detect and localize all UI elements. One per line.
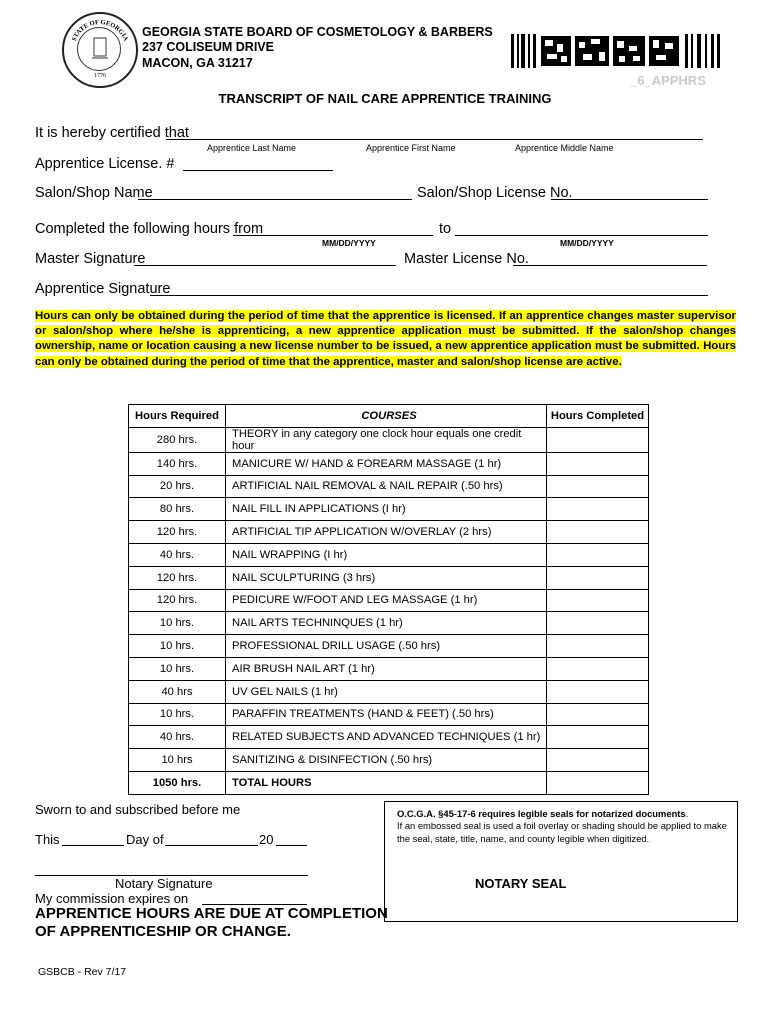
table-row bbox=[129, 543, 649, 566]
course-cell: NAIL FILL IN APPLICATIONS (I hr) bbox=[226, 498, 547, 521]
salon-name-label: Salon/Shop Name bbox=[35, 185, 153, 201]
apprentice-name-field[interactable] bbox=[166, 124, 703, 140]
course-cell: MANICURE W/ HAND & FOREARM MASSAGE (1 hr) bbox=[226, 452, 547, 475]
org-address-2: MACON, GA 31217 bbox=[142, 56, 253, 70]
table-row bbox=[129, 703, 649, 726]
hours-required-cell: 20 hrs. bbox=[129, 475, 226, 498]
hours-required-cell: 40 hrs bbox=[129, 680, 226, 703]
total-hours: 1050 hrs. bbox=[129, 771, 226, 794]
master-signature-label: Master Signature bbox=[35, 251, 146, 267]
hours-required-cell: 40 hrs. bbox=[129, 726, 226, 749]
notary-seal-label: NOTARY SEAL bbox=[475, 876, 567, 891]
hours-required-cell: 10 hrs. bbox=[129, 612, 226, 635]
completed-label: Completed the following hours from bbox=[35, 221, 264, 237]
table-row bbox=[129, 521, 649, 544]
licensing-warning bbox=[35, 309, 736, 370]
last-name-caption: Apprentice Last Name bbox=[207, 143, 297, 153]
course-cell: SANITIZING & DISINFECTION (.50 hrs) bbox=[226, 749, 547, 772]
hours-required-cell: 10 hrs. bbox=[129, 657, 226, 680]
seal-text: STATE OF GEORGIA bbox=[70, 18, 130, 43]
course-cell: THEORY in any category one clock hour equals one credit hour bbox=[226, 427, 547, 452]
hours-completed-cell[interactable] bbox=[547, 521, 649, 544]
hours-completed-cell[interactable] bbox=[547, 749, 649, 772]
to-label: to bbox=[439, 221, 452, 237]
course-cell: PARAFFIN TREATMENTS (HAND & FEET) (.50 hrs) bbox=[226, 703, 547, 726]
year-prefix: 20 bbox=[259, 832, 274, 847]
from-date-field[interactable] bbox=[233, 220, 433, 236]
from-date-format: MM/DD/YYYY bbox=[322, 238, 376, 248]
col-hours-required: Hours Required bbox=[129, 405, 226, 428]
course-cell: ARTIFICIAL TIP APPLICATION W/OVERLAY (2 hrs) bbox=[226, 521, 547, 544]
this-label: This bbox=[35, 832, 60, 847]
table-row bbox=[129, 635, 649, 658]
table-row bbox=[129, 657, 649, 680]
hours-completed-cell[interactable] bbox=[547, 657, 649, 680]
table-row bbox=[129, 475, 649, 498]
course-cell: UV GEL NAILS (1 hr) bbox=[226, 680, 547, 703]
table-row bbox=[129, 589, 649, 612]
salon-license-label: Salon/Shop License No. bbox=[417, 185, 573, 201]
sworn-text: Sworn to and subscribed before me bbox=[35, 802, 241, 817]
course-cell: NAIL ARTS TECHNINQUES (1 hr) bbox=[226, 612, 547, 635]
hours-required-cell: 120 hrs. bbox=[129, 521, 226, 544]
warning-text: Hours can only be obtained during the period of time that the apprentice is licensed. If an apprentice changes master supervisor or salon/shop where he/she is apprenticing, a new apprentice application must be submitted. If the salon/shop changes ownership, name or location causing a new license number to be issued, a new apprentice application must be submitted. Hours can only be obtained during the period of time that the apprentice, master and salon/shop license are active. bbox=[35, 310, 736, 368]
apprentice-signature-label: Apprentice Signature bbox=[35, 281, 171, 297]
table-row bbox=[129, 498, 649, 521]
course-cell: PEDICURE W/FOOT AND LEG MASSAGE (1 hr) bbox=[226, 589, 547, 612]
notary-signature-field[interactable] bbox=[35, 860, 308, 876]
hours-required-cell: 120 hrs. bbox=[129, 566, 226, 589]
hours-completed-cell[interactable] bbox=[547, 452, 649, 475]
salon-license-field[interactable] bbox=[551, 184, 708, 200]
due-notice bbox=[35, 905, 388, 941]
salon-name-field[interactable] bbox=[138, 184, 412, 200]
apprentice-signature-field[interactable] bbox=[150, 280, 708, 296]
svg-text:STATE OF GEORGIA bbox=[71, 19, 130, 43]
due-notice-line-1: APPRENTICE HOURS ARE DUE AT COMPLETION bbox=[35, 905, 388, 922]
hours-required-cell: 120 hrs. bbox=[129, 589, 226, 612]
org-name: GEORGIA STATE BOARD OF COSMETOLOGY & BARBERS bbox=[142, 25, 493, 39]
seal-requirement-statute: O.C.G.A. §45-17-6 requires legible seals for notarized documents bbox=[397, 808, 686, 819]
table-row bbox=[129, 566, 649, 589]
org-address-1: 237 COLISEUM DRIVE bbox=[142, 40, 274, 54]
course-cell: ARTIFICIAL NAIL REMOVAL & NAIL REPAIR (.50 hrs) bbox=[226, 475, 547, 498]
day-of-label: Day of bbox=[126, 832, 164, 847]
hours-completed-cell[interactable] bbox=[547, 475, 649, 498]
table-row bbox=[129, 452, 649, 475]
license-field[interactable] bbox=[183, 155, 333, 171]
hours-required-cell: 10 hrs bbox=[129, 749, 226, 772]
hours-completed-cell[interactable] bbox=[547, 612, 649, 635]
notary-signature-label: Notary Signature bbox=[115, 876, 213, 891]
middle-name-caption: Apprentice Middle Name bbox=[515, 143, 614, 153]
col-courses: COURSES bbox=[226, 405, 547, 428]
total-row bbox=[129, 771, 649, 794]
master-signature-field[interactable] bbox=[134, 250, 396, 266]
courses-table bbox=[128, 404, 649, 795]
hours-completed-cell[interactable] bbox=[547, 680, 649, 703]
table-row bbox=[129, 749, 649, 772]
hours-completed-cell[interactable] bbox=[547, 543, 649, 566]
table-row bbox=[129, 680, 649, 703]
license-label: Apprentice License. # bbox=[35, 156, 175, 172]
state-seal bbox=[62, 12, 138, 88]
seal-requirements: O.C.G.A. §45-17-6 requires legible seals for notarized documents. If an embossed seal is used a foil overlay or shading should be applied to make the seal, state, title, name, and county legible when digitized. bbox=[397, 808, 727, 844]
hours-completed-cell[interactable] bbox=[547, 427, 649, 452]
table-row bbox=[129, 726, 649, 749]
master-license-field[interactable] bbox=[513, 250, 707, 266]
hours-completed-cell[interactable] bbox=[547, 498, 649, 521]
course-cell: RELATED SUBJECTS AND ADVANCED TECHNIQUES (1 hr) bbox=[226, 726, 547, 749]
revision-footer: GSBCB - Rev 7/17 bbox=[38, 966, 127, 978]
hours-completed-cell[interactable] bbox=[547, 726, 649, 749]
to-date-format: MM/DD/YYYY bbox=[560, 238, 614, 248]
hours-required-cell: 280 hrs. bbox=[129, 427, 226, 452]
to-date-field[interactable] bbox=[455, 220, 708, 236]
page-title: TRANSCRIPT OF NAIL CARE APPRENTICE TRAINING bbox=[218, 91, 552, 106]
seal-year: 1776 bbox=[94, 73, 106, 79]
course-cell: AIR BRUSH NAIL ART (1 hr) bbox=[226, 657, 547, 680]
first-name-caption: Apprentice First Name bbox=[366, 143, 456, 153]
course-cell: NAIL SCULPTURING (3 hrs) bbox=[226, 566, 547, 589]
col-hours-completed: Hours Completed bbox=[547, 405, 649, 428]
notary-seal-box bbox=[384, 801, 738, 922]
commission-date-field[interactable] bbox=[202, 889, 307, 905]
total-hours-completed-cell[interactable] bbox=[547, 771, 649, 794]
seal-requirement-text: If an embossed seal is used a foil overlay or shading should be applied to make the seal, state, title, name, and county legible when digitized. bbox=[397, 820, 727, 844]
hours-required-cell: 140 hrs. bbox=[129, 452, 226, 475]
hours-required-cell: 10 hrs. bbox=[129, 635, 226, 658]
day-field[interactable] bbox=[62, 830, 124, 846]
hours-completed-cell[interactable] bbox=[547, 635, 649, 658]
hours-completed-cell[interactable] bbox=[547, 589, 649, 612]
year-field[interactable] bbox=[276, 830, 307, 846]
hours-required-cell: 80 hrs. bbox=[129, 498, 226, 521]
table-row bbox=[129, 612, 649, 635]
commission-label: My commission expires on bbox=[35, 891, 189, 906]
master-license-label: Master License No. bbox=[404, 251, 529, 267]
month-field[interactable] bbox=[165, 830, 258, 846]
course-cell: PROFESSIONAL DRILL USAGE (.50 hrs) bbox=[226, 635, 547, 658]
certify-label: It is hereby certified that bbox=[35, 125, 189, 141]
total-label: TOTAL HOURS bbox=[226, 771, 547, 794]
hours-completed-cell[interactable] bbox=[547, 703, 649, 726]
due-notice-line-2: OF APPRENTICESHIP OR CHANGE. bbox=[35, 923, 291, 940]
hours-required-cell: 40 hrs. bbox=[129, 543, 226, 566]
table-row bbox=[129, 427, 649, 452]
hours-required-cell: 10 hrs. bbox=[129, 703, 226, 726]
form-code: _6_APPHRS bbox=[630, 73, 706, 88]
seal-text-ring bbox=[64, 14, 136, 86]
course-cell: NAIL WRAPPING (I hr) bbox=[226, 543, 547, 566]
hours-completed-cell[interactable] bbox=[547, 566, 649, 589]
barcode-graphic bbox=[511, 34, 721, 68]
